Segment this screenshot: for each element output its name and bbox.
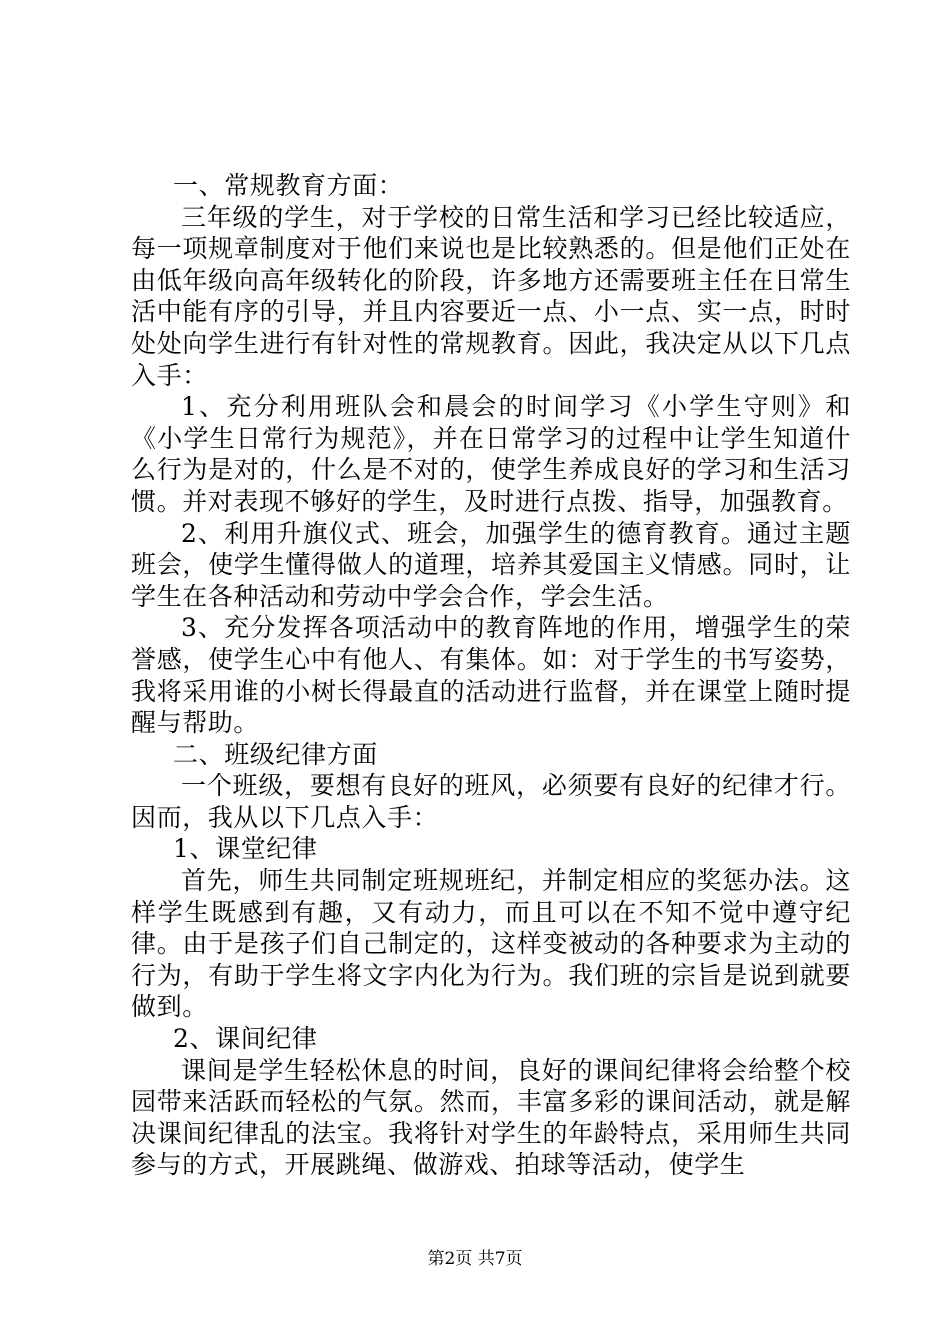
paragraph: 一个班级，要想有良好的班风，必须要有良好的纪律才行。因而，我从以下几点入手： bbox=[131, 771, 851, 832]
paragraph: 课间是学生轻松休息的时间，良好的课间纪律将会给整个校园带来活跃而轻松的气氛。然而，丰富多彩的课间活动，就是解决课间纪律乱的法宝。我将针对学生的年龄特点，采用师生共同参与的方式，开展跳绳、做游戏、拍球等活动，使学生 bbox=[131, 1055, 851, 1180]
paragraph: 首先，师生共同制定班规班纪，并制定相应的奖惩办法。这样学生既感到有趣，又有动力，而且可以在不知不觉中遵守纪律。由于是孩子们自己制定的，这样变被动的各种要求为主动的行为，有助于学生将文字内化为行为。我们班的宗旨是说到就要做到。 bbox=[131, 866, 851, 1022]
document-body bbox=[131, 170, 851, 1181]
paragraph: 3、充分发挥各项活动中的教育阵地的作用，增强学生的荣誉感，使学生心中有他人、有集体。如：对于学生的书写姿势，我将采用谁的小树长得最直的活动进行监督，并在课堂上随时提醒与帮助。 bbox=[131, 613, 851, 738]
paragraph: 三年级的学生，对于学校的日常生活和学习已经比较适应，每一项规章制度对于他们来说也是比较熟悉的。但是他们正处在由低年级向高年级转化的阶段，许多地方还需要班主任在日常生活中能有序的引导，并且内容要近一点、小一点、实一点，时时处处向学生进行有针对性的常规教育。因此，我决定从以下几点入手： bbox=[131, 202, 851, 390]
section-heading-routine-education: 一、常规教育方面： bbox=[173, 171, 404, 200]
paragraph: 1、充分利用班队会和晨会的时间学习《小学生守则》和《小学生日常行为规范》，并在日常学习的过程中让学生知道什么行为是对的，什么是不对的，使学生养成良好的学习和生活习惯。并对表现不够好的学生，及时进行点拨、指导，加强教育。 bbox=[131, 392, 851, 516]
section-heading-class-discipline: 二、班级纪律方面 bbox=[173, 739, 378, 769]
subheading-recess-discipline: 2、课间纪律 bbox=[173, 1024, 318, 1054]
subheading-classroom-discipline: 1、课堂纪律 bbox=[173, 834, 318, 864]
paragraph: 2、利用升旗仪式、班会，加强学生的德育教育。通过主题班会，使学生懂得做人的道理，培养其爱国主义情感。同时，让学生在各种活动和劳动中学会合作，学会生活。 bbox=[131, 518, 851, 611]
page-footer: 第2页 共7页 bbox=[427, 1249, 523, 1269]
